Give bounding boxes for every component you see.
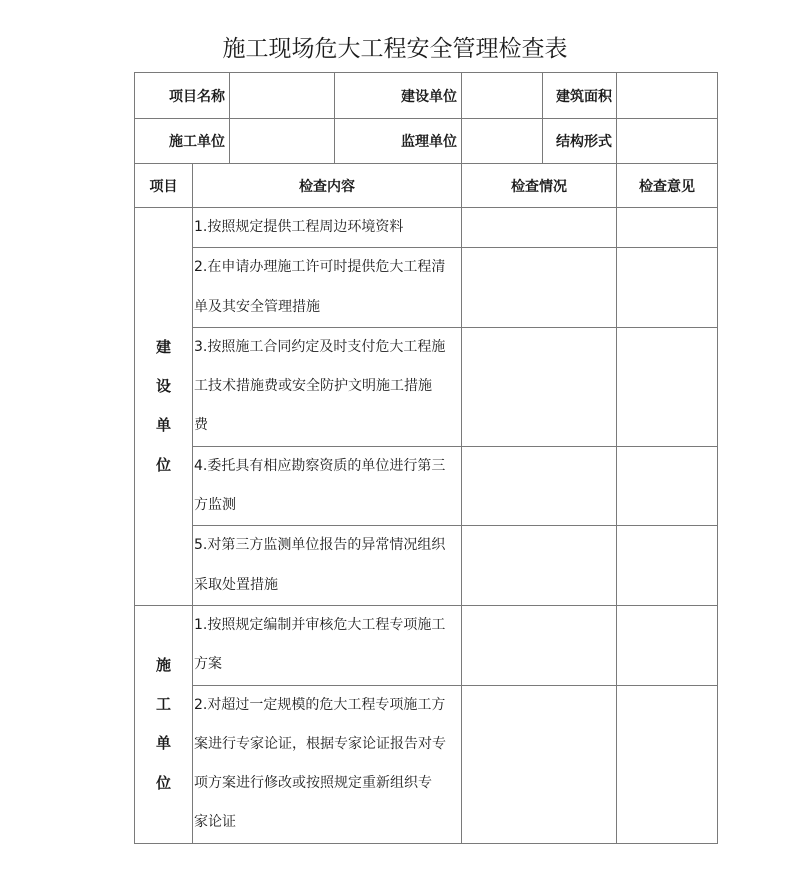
check-status-cell[interactable] <box>462 685 617 843</box>
check-opinion-cell[interactable] <box>617 526 718 606</box>
check-content-cell <box>193 526 462 606</box>
col-status-header: 检查情况 <box>462 164 617 208</box>
check-content-cell <box>193 208 462 248</box>
check-opinion-cell[interactable] <box>617 248 718 328</box>
area-value[interactable] <box>617 73 718 119</box>
check-content-line: 3.按照施工合同约定及时支付危大工程施 <box>194 338 446 355</box>
check-opinion-cell[interactable] <box>617 685 718 843</box>
col-opinion-header: 检查意见 <box>617 164 718 208</box>
check-content-line: 4.委托具有相应勘察资质的单位进行第三 <box>194 457 446 474</box>
check-opinion-cell[interactable] <box>617 605 718 685</box>
check-status-cell[interactable] <box>462 605 617 685</box>
info-row-1 <box>135 73 718 119</box>
check-status-cell[interactable] <box>462 248 617 328</box>
info-row-2 <box>135 119 718 164</box>
check-content-line: 费 <box>194 417 208 434</box>
area-label: 建筑面积 <box>543 73 617 119</box>
supervisor-label: 监理单位 <box>335 119 462 164</box>
check-content-line: 案进行专家论证，根据专家论证报告对专 <box>194 735 446 752</box>
inspection-table <box>134 72 718 844</box>
check-content-cell <box>193 685 462 843</box>
supervisor-value[interactable] <box>462 119 543 164</box>
check-content-cell <box>193 327 462 446</box>
check-status-cell[interactable] <box>462 526 617 606</box>
check-content-line: 工技术措施费或安全防护文明施工措施 <box>194 378 432 395</box>
check-content-line: 2.在申请办理施工许可时提供危大工程清 <box>194 259 446 276</box>
section-label-char: 工 <box>155 695 171 714</box>
table-row <box>135 446 718 526</box>
check-status-cell[interactable] <box>462 446 617 526</box>
section-label-char: 位 <box>155 455 171 474</box>
check-content-line: 方监测 <box>194 497 236 514</box>
section-label <box>135 208 193 606</box>
table-row <box>135 685 718 843</box>
check-content-line: 2.对超过一定规模的危大工程专项施工方 <box>194 696 446 713</box>
contractor-value[interactable] <box>230 119 335 164</box>
check-content-line: 项方案进行修改或按照规定重新组织专 <box>194 775 432 792</box>
check-content-line: 1.按照规定编制并审核危大工程专项施工 <box>194 616 446 633</box>
structure-value[interactable] <box>617 119 718 164</box>
check-content-cell <box>193 605 462 685</box>
builder-label: 建设单位 <box>335 73 462 119</box>
section-label-char: 位 <box>155 773 171 792</box>
check-opinion-cell[interactable] <box>617 446 718 526</box>
section-label-char: 单 <box>155 416 171 435</box>
section-label-char: 单 <box>155 734 171 753</box>
section-label-char: 施 <box>155 655 171 674</box>
check-content-cell <box>193 248 462 328</box>
table-row <box>135 208 718 248</box>
check-content-line: 方案 <box>194 656 222 673</box>
check-opinion-cell[interactable] <box>617 208 718 248</box>
table-row <box>135 248 718 328</box>
check-content-cell <box>193 446 462 526</box>
page-title: 施工现场危大工程安全管理检查表 <box>222 36 568 62</box>
check-content-line: 单及其安全管理措施 <box>194 298 320 315</box>
col-content-header: 检查内容 <box>193 164 462 208</box>
check-content-line: 采取处置措施 <box>194 576 278 593</box>
check-opinion-cell[interactable] <box>617 327 718 446</box>
check-content-line: 家论证 <box>194 814 236 831</box>
check-content-line: 1.按照规定提供工程周边环境资料 <box>194 219 404 235</box>
check-status-cell[interactable] <box>462 208 617 248</box>
table-row <box>135 327 718 446</box>
check-status-cell[interactable] <box>462 327 617 446</box>
column-header-row <box>135 164 718 208</box>
col-item-header: 项目 <box>135 164 193 208</box>
builder-value[interactable] <box>462 73 543 119</box>
project-name-label: 项目名称 <box>135 73 230 119</box>
section-label-char: 设 <box>155 377 171 396</box>
table-row <box>135 605 718 685</box>
structure-label: 结构形式 <box>543 119 617 164</box>
check-content-line: 5.对第三方监测单位报告的异常情况组织 <box>194 537 446 554</box>
section-label <box>135 605 193 843</box>
section-label-char: 建 <box>155 337 171 356</box>
contractor-label: 施工单位 <box>135 119 230 164</box>
project-name-value[interactable] <box>230 73 335 119</box>
table-row <box>135 526 718 606</box>
